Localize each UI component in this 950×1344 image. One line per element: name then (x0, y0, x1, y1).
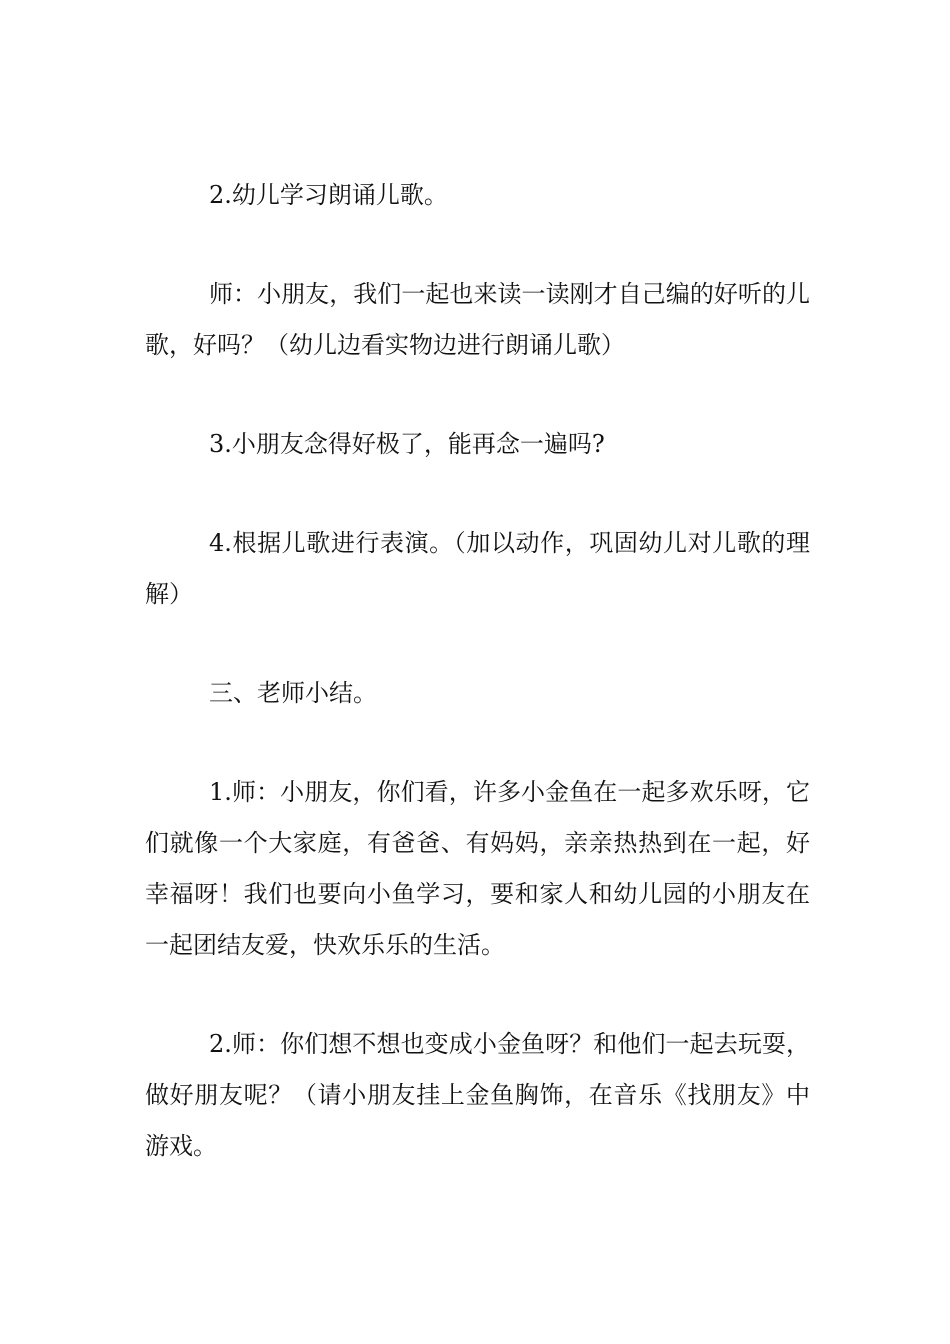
paragraph-step-4: 4.根据儿歌进行表演。（加以动作，巩固幼儿对儿歌的理解） (145, 529, 810, 608)
paragraph-teacher-recite: 师：小朋友，我们一起也来读一读刚才自己编的好听的儿歌，好吗？（幼儿边看实物边进行朗诵儿歌） (145, 280, 810, 359)
paragraph-summary-1: 1.师：小朋友，你们看，许多小金鱼在一起多欢乐呀，它们就像一个大家庭，有爸爸、有妈妈，亲亲热热到在一起，好幸福呀！我们也要向小鱼学习，要和家人和幼儿园的小朋友在一起团结友爱，快欢乐乐的生活。 (145, 778, 810, 959)
document-body (145, 170, 810, 1220)
paragraph-summary-2: 2.师：你们想不想也变成小金鱼呀？和他们一起去玩耍，做好朋友呢？（请小朋友挂上金鱼胸饰，在音乐《找朋友》中游戏。 (145, 1030, 810, 1160)
section-heading-summary: 三、老师小结。 (209, 679, 377, 707)
paragraph-step-3: 3.小朋友念得好极了，能再念一遍吗? (209, 430, 605, 458)
paragraph-step-2: 2.幼儿学习朗诵儿歌。 (209, 181, 448, 209)
